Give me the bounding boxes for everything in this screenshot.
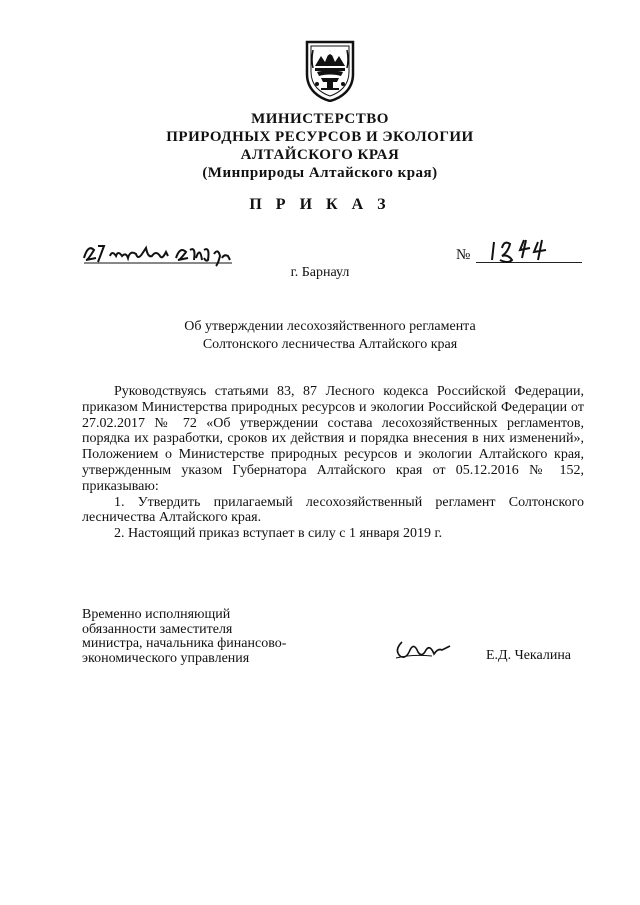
- handwritten-order-number: [488, 234, 558, 264]
- handwritten-date: [82, 236, 242, 268]
- preamble-paragraph: Руководствуясь статьями 83, 87 Лесного кодекса Российской Федерации, приказом Министерства природных ресурсов и экологии Российской Федерации от 27.02.2017 № 72 «Об утверждении состава лесохозяйственных регламентов, порядка их разработки, сроков их действия и порядка внесения в них изменений», Положением о Министерстве природных ресурсов и экологии Алтайского края, утвержденным указом Губернатора Алтайского края от 05.12.2016 № 152, приказываю:: [82, 384, 584, 494]
- order-item-2: 2. Настоящий приказ вступает в силу с 1 января 2019 г.: [114, 526, 443, 542]
- order-number-prefix: №: [456, 247, 471, 263]
- subject-line1: Об утверждении лесохозяйственного регламента: [184, 319, 476, 334]
- subject-line2: Солтонского лесничества Алтайского края: [202, 337, 458, 352]
- city: г. Барнаул: [290, 265, 350, 280]
- ministry-name-line3: АЛТАЙСКОГО КРАЯ: [240, 147, 400, 163]
- order-body: [82, 384, 584, 542]
- signer-position: Временно исполняющий обязанности заместителя министра, начальника финансово- экономического управления: [82, 607, 287, 666]
- ministry-short-name: (Минприроды Алтайского края): [202, 165, 438, 181]
- ministry-name-line2: ПРИРОДНЫХ РЕСУРСОВ И ЭКОЛОГИИ: [166, 129, 474, 145]
- document-title: П Р И К А З: [249, 196, 391, 213]
- order-item-1: 1. Утвердить прилагаемый лесохозяйственный регламент Солтонского лесничества Алтайского края.: [82, 494, 584, 526]
- altai-coat-of-arms-icon: [303, 38, 357, 102]
- handwritten-signature-icon: [392, 636, 454, 664]
- signer-name: Е.Д. Чекалина: [486, 648, 572, 663]
- ministry-name-line1: МИНИСТЕРСТВО: [251, 111, 389, 127]
